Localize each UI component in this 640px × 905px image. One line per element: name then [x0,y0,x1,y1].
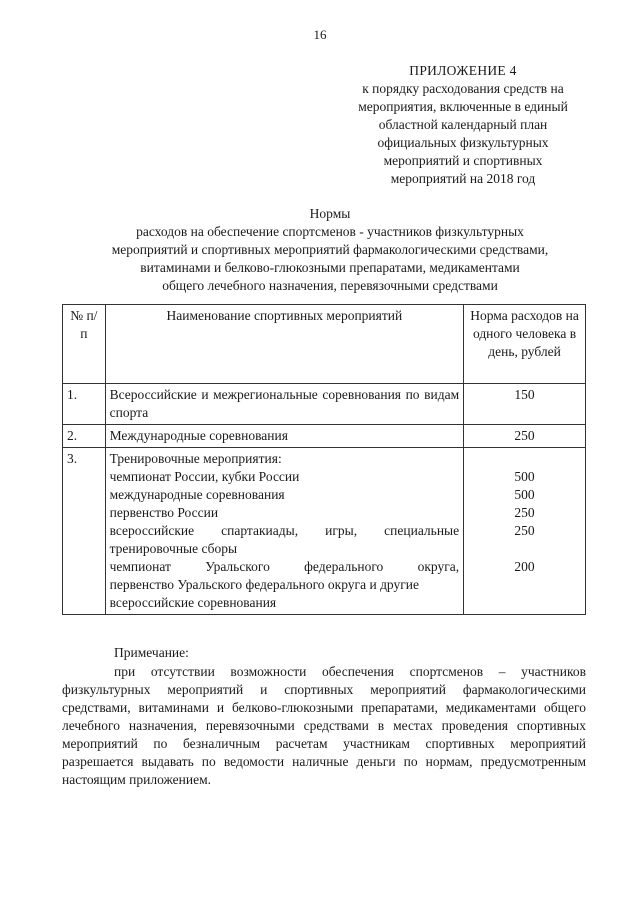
row3-item: первенство Уральского федерального округа и другие [109,577,420,592]
page-number: 16 [313,27,327,42]
appendix-line: мероприятий на 2018 год [390,171,536,186]
row3-item: первенство России [109,505,219,520]
appendix-line: к порядку расходования средств на [362,81,564,96]
note-text: при отсутствии возможности обеспечения спортсменов – участников физкультурных мероприятий и спортивных мероприятий фармакологическими средствами, витаминами и белково-глюкозными препаратами, медикаментами общего лечебного назначения, перевязочными средствами в местах проведения спортивных мероприятий по безналичным расчетам участникам спортивных мероприятий разрешается выдавать по ведомости наличные деньги по нормам, предусмотренным настоящим приложением. [62,664,586,787]
note-label: Примечание: [114,645,189,660]
row-name: Международные соревнования [105,425,464,448]
appendix-line: мероприятий и спортивных [383,153,543,168]
row3-norm: 500 [514,487,535,502]
row3-norm: 500 [514,469,535,484]
row3-item: чемпионат Уральского федерального округа, [109,559,460,574]
row3-item: международные соревнования [109,487,285,502]
row-norm: 250 [464,425,586,448]
row3-norm: 250 [514,523,535,538]
row3-item: всероссийские спартакиады, игры, специальные [109,523,460,538]
norms-heading [70,205,590,295]
row3-item: чемпионат России, кубки России [109,469,300,484]
header-name: Наименование спортивных мероприятий [105,305,464,384]
norms-line: витаминами и белково-глюкозными препаратами, медикаментами [140,260,520,275]
table-row [63,425,586,448]
row-num: 2. [63,425,106,448]
appendix-title: ПРИЛОЖЕНИЕ 4 [409,63,517,78]
table-header-row [63,305,586,384]
row3-norm: 200 [514,559,535,574]
appendix-line: мероприятия, включенные в единый [358,99,568,114]
row3-norm: 250 [514,505,535,520]
norms-line: мероприятий и спортивных мероприятий фармакологическими средствами, [111,242,549,257]
norms-table [62,304,586,615]
row3-item: тренировочные сборы [109,541,238,556]
row3-title: Тренировочные мероприятия: [109,451,282,466]
header-norm: Норма расходов на одного человека в день, рублей [464,305,586,384]
norms-line: общего лечебного назначения, перевязочными средствами [162,278,498,293]
row-name [105,448,464,615]
row-num: 3. [63,448,106,615]
row-norm: 150 [464,384,586,425]
row-norm [464,448,586,615]
row3-item: всероссийские соревнования [109,595,277,610]
norms-title: Нормы [309,206,351,221]
appendix-line: областной календарный план [378,117,548,132]
table-row [63,384,586,425]
header-num: № п/п [63,305,106,384]
appendix-line: официальных физкультурных [377,135,549,150]
appendix-header [318,62,608,188]
row-num: 1. [63,384,106,425]
table-row [63,448,586,615]
row-name: Всероссийские и межрегиональные соревнования по видам спорта [105,384,464,425]
norms-line: расходов на обеспечение спортсменов - участников физкультурных [136,224,524,239]
